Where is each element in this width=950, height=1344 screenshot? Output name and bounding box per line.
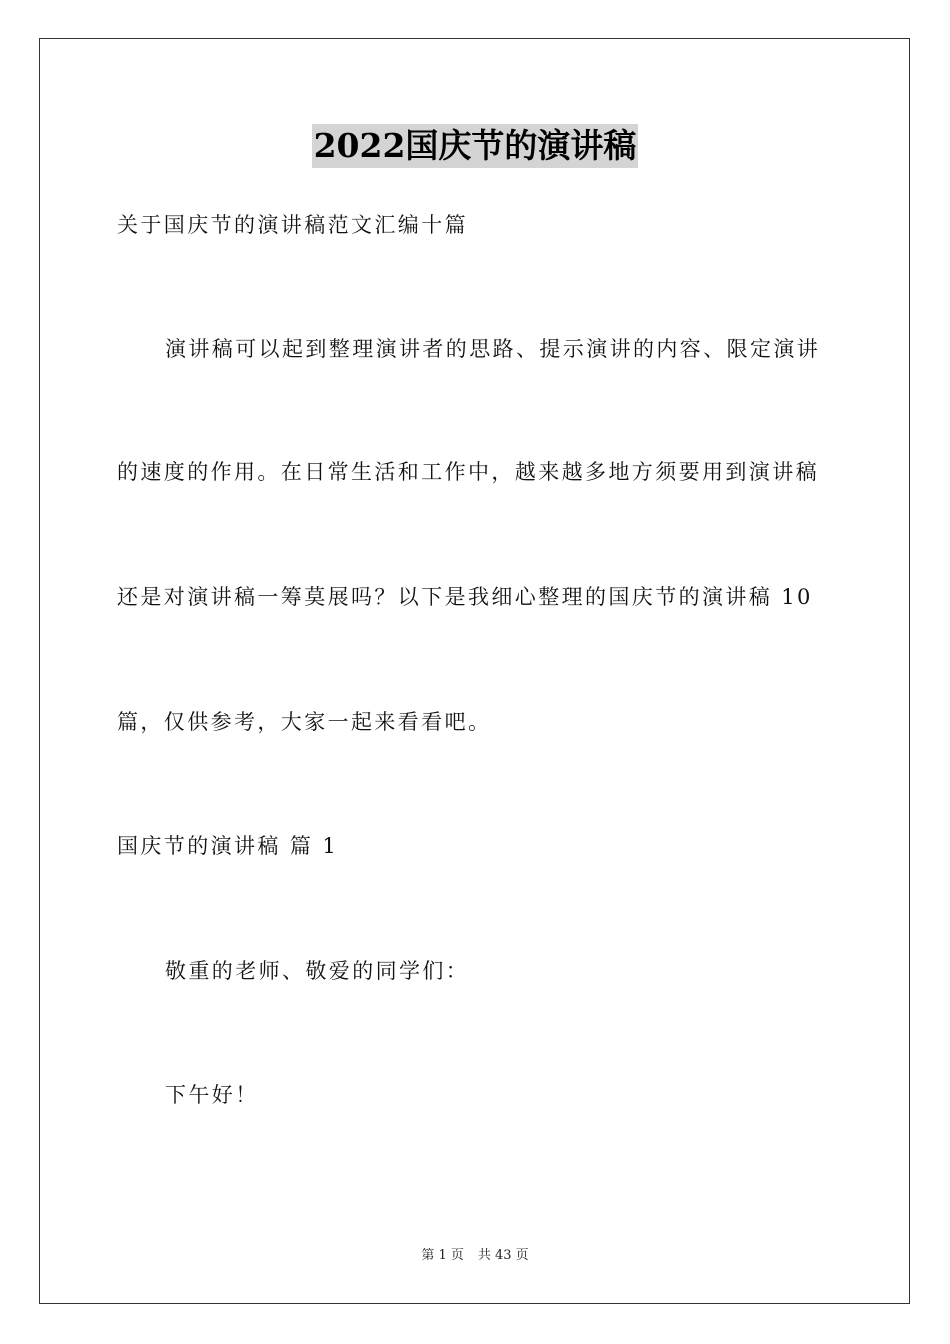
- section-heading: 国庆节的演讲稿 篇 1: [117, 834, 339, 858]
- document-subtitle: 关于国庆节的演讲稿范文汇编十篇: [117, 213, 468, 237]
- page-number-current: 第 1 页: [421, 1248, 464, 1263]
- document-title: 2022国庆节的演讲稿: [312, 124, 639, 168]
- page-footer: [0, 1247, 950, 1265]
- page-number-total: 共 43 页: [477, 1248, 529, 1263]
- intro-line-4: 篇，仅供参考，大家一起来看看吧。: [117, 710, 492, 734]
- greeting: 下午好！: [165, 1083, 259, 1107]
- salutation: 敬重的老师、敬爱的同学们：: [165, 959, 470, 983]
- intro-line-3: 还是对演讲稿一筹莫展吗？以下是我细心整理的国庆节的演讲稿 10: [117, 585, 813, 609]
- intro-line-1: 演讲稿可以起到整理演讲者的思路、提示演讲的内容、限定演讲: [165, 337, 821, 361]
- title-container: [0, 124, 950, 168]
- intro-line-2: 的速度的作用。在日常生活和工作中，越来越多地方须要用到演讲稿: [117, 460, 819, 484]
